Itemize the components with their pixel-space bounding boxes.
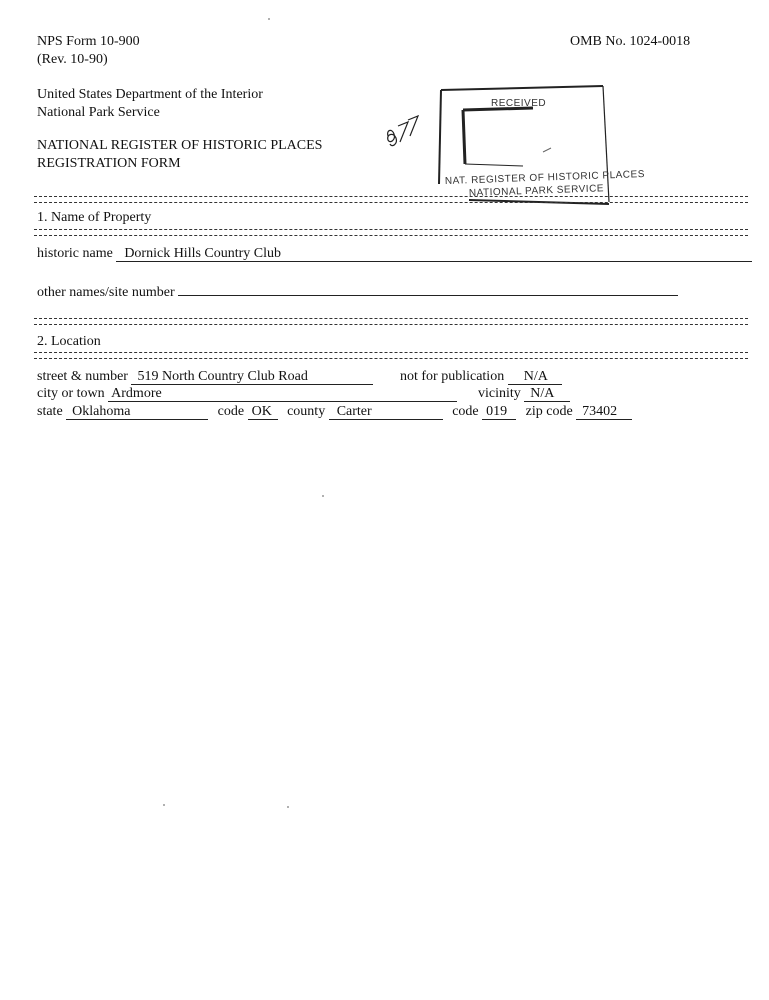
scan-speck <box>287 806 289 808</box>
form-title-line-2: REGISTRATION FORM <box>37 156 181 171</box>
handwritten-note <box>384 112 424 158</box>
vicinity-field[interactable]: N/A <box>524 387 570 402</box>
section-divider <box>34 196 748 203</box>
street-label: street & number <box>37 369 128 384</box>
not-for-publication-label: not for publication <box>400 369 505 384</box>
omb-number: OMB No. 1024-0018 <box>570 34 691 49</box>
state-code-label: code <box>217 404 245 419</box>
county-code-label: code <box>452 404 479 419</box>
received-stamp <box>433 84 646 206</box>
county-code-field[interactable]: 019 <box>482 405 516 420</box>
stamp-line-2: NATIONAL PARK SERVICE <box>468 183 605 199</box>
other-names-row <box>37 281 678 301</box>
section-divider <box>34 318 748 325</box>
department-name: United States Department of the Interior <box>37 87 263 102</box>
scan-speck <box>163 804 165 806</box>
county-label: county <box>287 404 326 419</box>
zip-field[interactable]: 73402 <box>576 405 632 420</box>
vicinity-label: vicinity <box>478 386 521 401</box>
section-divider <box>34 229 748 236</box>
other-names-field[interactable] <box>178 281 678 296</box>
historic-name-row <box>37 246 752 262</box>
state-row <box>37 404 632 420</box>
city-field[interactable]: Ardmore <box>108 387 457 402</box>
state-field[interactable]: Oklahoma <box>66 405 208 420</box>
state-label: state <box>37 404 63 419</box>
county-field[interactable]: Carter <box>329 405 443 420</box>
not-for-publication-field[interactable]: N/A <box>508 370 562 385</box>
scan-speck <box>268 18 270 20</box>
section-2-heading: 2. Location <box>37 334 101 349</box>
city-label: city or town <box>37 386 105 401</box>
form-title-line-1: NATIONAL REGISTER OF HISTORIC PLACES <box>37 138 323 153</box>
street-field[interactable]: 519 North Country Club Road <box>131 370 373 385</box>
historic-name-label: historic name <box>37 246 113 261</box>
other-names-label: other names/site number <box>37 285 175 300</box>
form-number: NPS Form 10-900 <box>37 34 140 49</box>
not-for-publication-row <box>400 369 562 385</box>
stamp-line-1: NAT. REGISTER OF HISTORIC PLACES <box>444 169 646 187</box>
vicinity-row <box>478 386 570 402</box>
city-row <box>37 386 457 402</box>
street-row <box>37 369 373 385</box>
zip-label: zip code <box>525 404 573 419</box>
form-revision: (Rev. 10-90) <box>37 52 108 67</box>
state-code-field[interactable]: OK <box>248 405 278 420</box>
stamp-received-text: RECEIVED <box>491 98 547 109</box>
section-1-heading: 1. Name of Property <box>37 210 152 225</box>
historic-name-field[interactable]: Dornick Hills Country Club <box>116 247 752 262</box>
service-name: National Park Service <box>37 105 160 120</box>
section-divider <box>34 352 748 359</box>
scan-speck <box>322 495 324 497</box>
